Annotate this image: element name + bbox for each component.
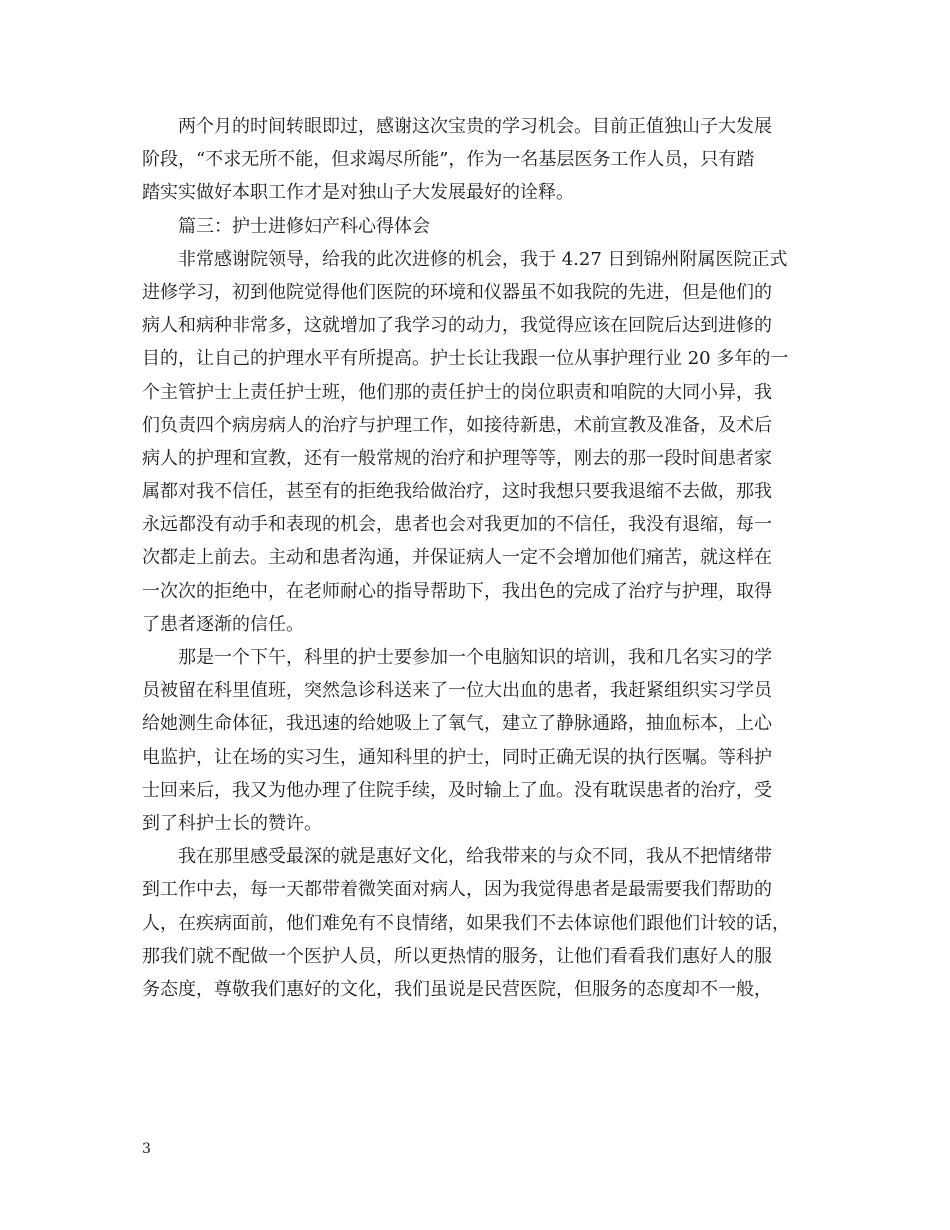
paragraph-line: 那是一个下午，科里的护士要参加一个电脑知识的培训，我和几名实习的学 (178, 647, 772, 668)
paragraph-line: 属都对我不信任，甚至有的拒绝我给做治疗，这时我想只要我退缩不去做，那我 (142, 481, 772, 503)
paragraph-line: 员被留在科里值班，突然急诊科送来了一位大出血的患者，我赶紧组织实习学员 (142, 680, 772, 702)
paragraph-line: 了患者逐渐的信任。 (142, 613, 304, 635)
page-number: 3 (142, 1141, 151, 1157)
paragraph-line: 病人和病种非常多，这就增加了我学习的动力，我觉得应该在回院后达到进修的 (142, 315, 772, 337)
paragraph-line: 个主管护士上责任护士班，他们那的责任护士的岗位职责和咱院的大同小异，我 (142, 381, 772, 403)
paragraph-line: 人，在疾病面前，他们难免有不良情绪，如果我们不去体谅他们跟他们计较的话， (142, 912, 790, 934)
paragraph-line: 非常感谢院领导，给我的此次进修的机会，我于 4.27 日到锦州附属医院正式 (178, 248, 788, 270)
paragraph-line: 们负责四个病房病人的治疗与护理工作，如接待新患，术前宣教及准备，及术后 (142, 414, 772, 436)
paragraph-line: 电监护，让在场的实习生，通知科里的护士，同时正确无误的执行医嘱。等科护 (142, 746, 772, 768)
paragraph-line: 到了科护士长的赞许。 (142, 812, 322, 834)
paragraph-line: 两个月的时间转眼即过，感谢这次宝贵的学习机会。目前正值独山子大发展 (178, 116, 772, 137)
paragraph-line: 到工作中去，每一天都带着微笑面对病人，因为我觉得患者是最需要我们帮助的 (142, 879, 772, 901)
paragraph-line: 踏实实做好本职工作才是对独山子大发展最好的诠释。 (142, 182, 574, 204)
paragraph-line: 我在那里感受最深的就是惠好文化，给我带来的与众不同，我从不把情绪带 (178, 846, 772, 868)
paragraph-line: 进修学习，初到他院觉得他们医院的环境和仪器虽不如我院的先进，但是他们的 (142, 281, 772, 303)
paragraph-line: 士回来后，我又为他办理了住院手续，及时输上了血。没有耽误患者的治疗，受 (142, 779, 772, 801)
paragraph-line: 目的，让自己的护理水平有所提高。护士长让我跟一位从事护理行业 20 多年的一 (142, 348, 789, 370)
section-heading: 篇三：护士进修妇产科心得体会 (178, 215, 430, 237)
document-body (142, 110, 818, 1006)
paragraph-line: 阶段，“不求无所不能，但求竭尽所能”，作为一名基层医务工作人员，只有踏 (142, 149, 755, 171)
paragraph-line: 那我们就不配做一个医护人员，所以更热情的服务，让他们看看我们惠好人的服 (142, 945, 772, 967)
paragraph-line: 永远都没有动手和表现的机会，患者也会对我更加的不信任，我没有退缩，每一 (142, 514, 772, 536)
paragraph-line: 次都走上前去。主动和患者沟通，并保证病人一定不会增加他们痛苦，就这样在 (142, 547, 772, 569)
paragraph-line: 务态度，尊敬我们惠好的文化，我们虽说是民营医院，但服务的态度却不一般， (142, 978, 772, 1000)
paragraph-line: 一次次的拒绝中，在老师耐心的指导帮助下，我出色的完成了治疗与护理，取得 (142, 580, 772, 602)
paragraph-line: 给她测生命体征，我迅速的给她吸上了氧气，建立了静脉通路，抽血标本，上心 (142, 713, 772, 735)
paragraph-line: 病人的护理和宣教，还有一般常规的治疗和护理等等，刚去的那一段时间患者家 (142, 447, 772, 469)
